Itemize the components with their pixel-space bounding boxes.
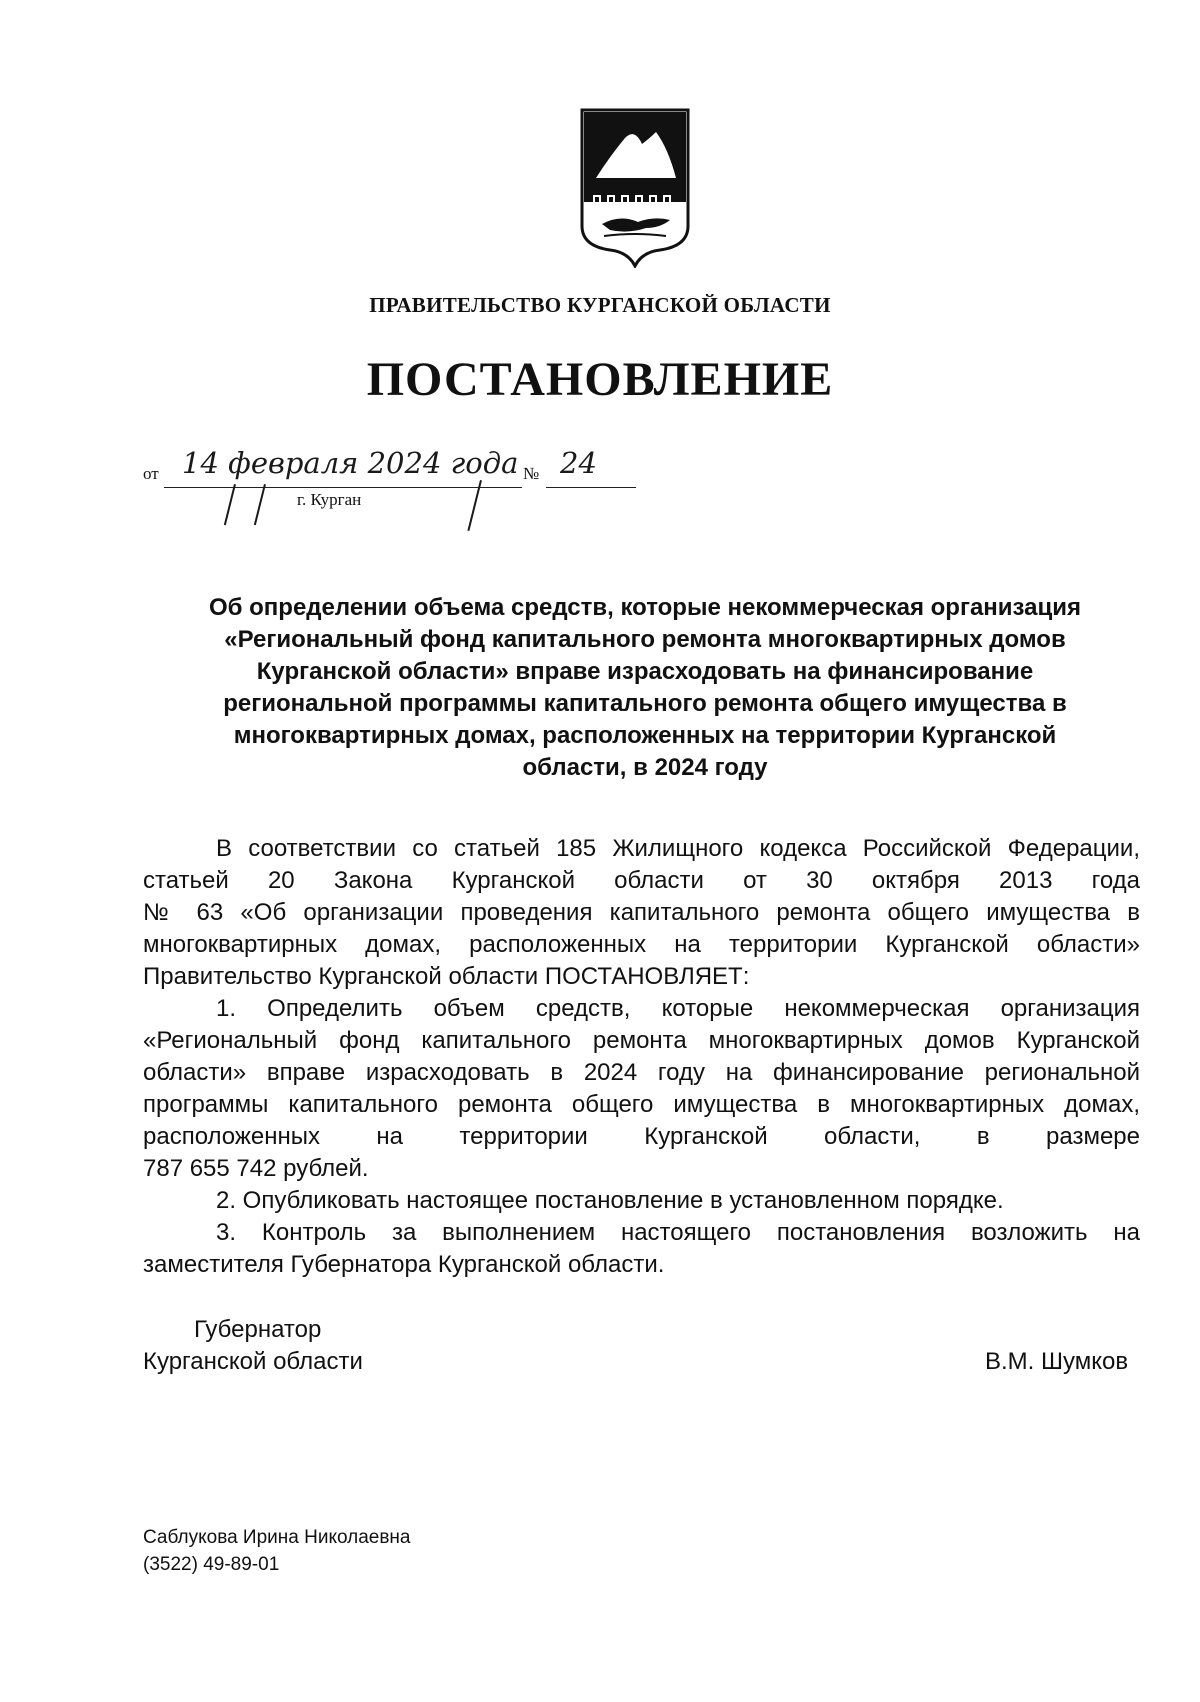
title-line: региональной программы капитального ремонта общего имущества в (223, 690, 1067, 717)
number-label: № (523, 464, 540, 483)
body-line: программы капитального ремонта общего имущества в многоквартирных домах, (143, 1091, 1140, 1118)
title-line: области, в 2024 году (522, 754, 768, 781)
pen-stroke (254, 484, 266, 525)
body-line: статьей 20 Закона Курганской области от 30 октября 2013 года (143, 867, 1140, 894)
organization-name: ПРАВИТЕЛЬСТВО КУРГАНСКОЙ ОБЛАСТИ (369, 293, 831, 317)
place-name: г. Курган (297, 490, 362, 509)
from-label: от (143, 464, 159, 483)
resolution-title (160, 592, 1130, 784)
body-line: 2. Опубликовать настоящее постановление в установленном порядке. (216, 1187, 1004, 1214)
body-line: многоквартирных домах, расположенных на территории Курганской области» (143, 931, 1140, 958)
executor-phone: (3522) 49-89-01 (143, 1554, 280, 1575)
handwritten-number: 24 (560, 446, 597, 480)
executor-contact (143, 1524, 411, 1578)
body-line: № 63 «Об организации проведения капитального ремонта общего имущества в (143, 899, 1140, 926)
title-line: многоквартирных домах, расположенных на территории Курганской (233, 722, 1057, 749)
body-line: заместителя Губернатора Курганской области. (143, 1251, 665, 1278)
document-type: ПОСТАНОВЛЕНИЕ (366, 353, 834, 406)
title-line: «Региональный фонд капитального ремонта многоквартирных домов (224, 626, 1066, 653)
number-underline (546, 487, 636, 488)
coat-of-arms-emblem (580, 108, 690, 268)
body-line: области» вправе израсходовать в 2024 году на финансирование региональной (143, 1059, 1140, 1086)
title-line: Курганской области» вправе израсходовать на финансирование (256, 658, 1034, 685)
body-line: Правительство Курганской области ПОСТАНОВЛЯЕТ: (143, 963, 750, 990)
body-line: расположенных на территории Курганской области, в размере (143, 1123, 1140, 1150)
executor-name: Саблукова Ирина Николаевна (143, 1527, 411, 1548)
body-line: 787 655 742 рублей. (143, 1155, 369, 1182)
signatory-position-line1: Губернатор (194, 1316, 322, 1343)
date-underline (164, 487, 522, 488)
title-line: Об определении объема средств, которые некоммерческая организация (208, 594, 1082, 621)
handwritten-date: 14 февраля 2024 года (182, 446, 519, 480)
signatory-position-line2: Курганской области (143, 1348, 363, 1375)
body-line: В соответствии со статьей 185 Жилищного кодекса Российской Федерации, (216, 835, 1140, 862)
resolution-body (143, 833, 1140, 1281)
body-line: 1. Определить объем средств, которые некоммерческая организация (216, 995, 1140, 1022)
body-line: 3. Контроль за выполнением настоящего постановления возложить на (216, 1219, 1140, 1246)
body-line: «Региональный фонд капитального ремонта многоквартирных домов Курганской (143, 1027, 1140, 1054)
date-number-row (0, 440, 1200, 530)
signatory-name: В.М. Шумков (985, 1348, 1129, 1375)
pen-stroke (224, 484, 236, 525)
